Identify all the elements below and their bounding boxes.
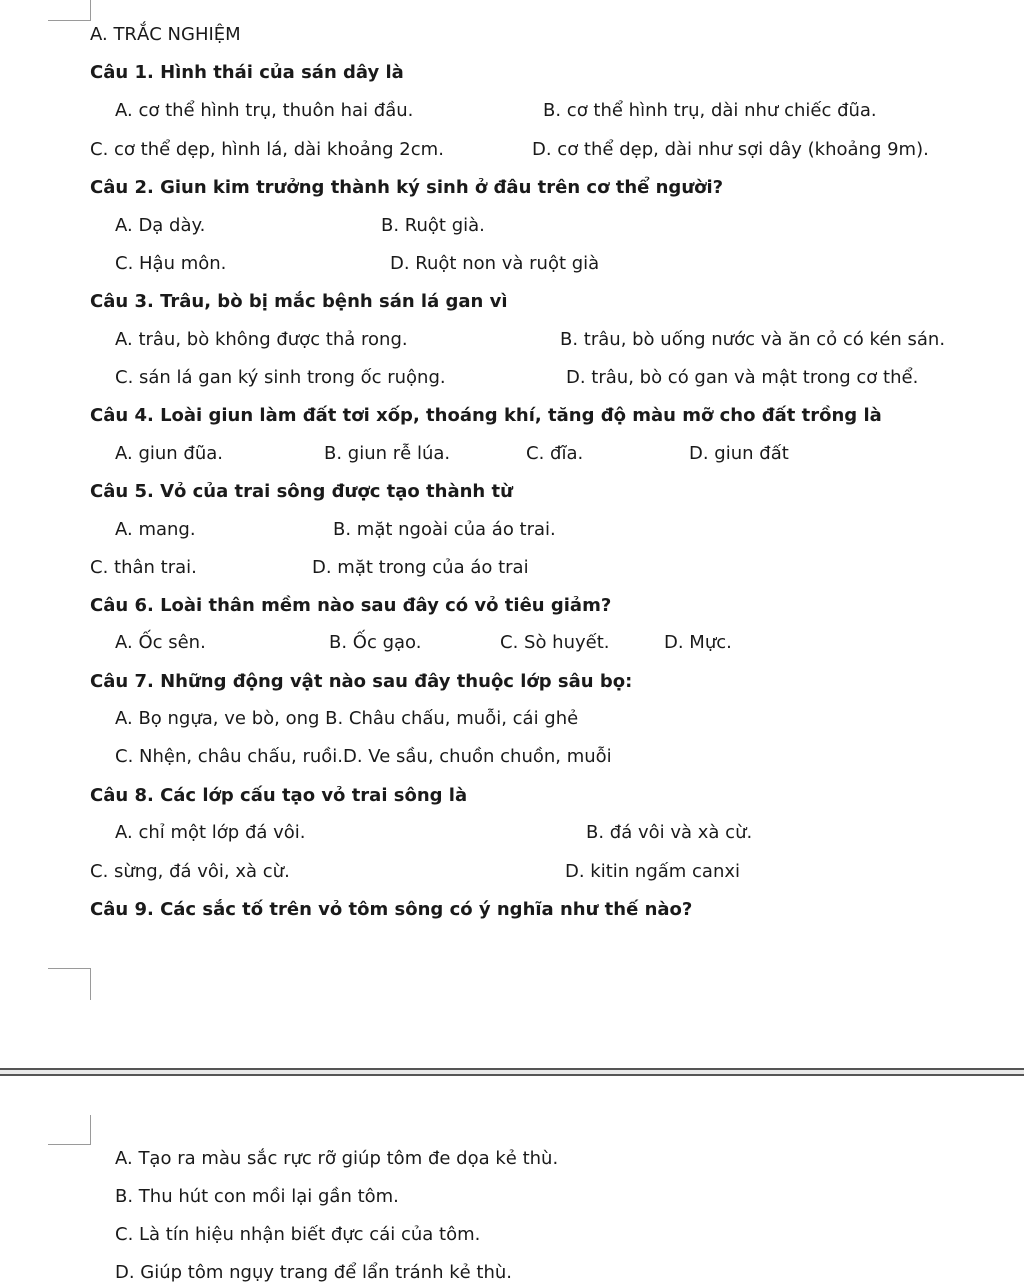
question-9-option-b: B. Thu hút con mồi lại gần tôm. xyxy=(115,1186,399,1207)
question-1-option-a: A. cơ thể hình trụ, thuôn hai đầu. xyxy=(115,100,414,121)
question-4-option-b: B. giun rễ lúa. xyxy=(324,443,451,464)
question-4-option-a: A. giun đũa. xyxy=(115,443,223,464)
question-4-title: Câu 4. Loài giun làm đất tơi xốp, thoáng khí, tăng độ màu mỡ cho đất trồng là xyxy=(90,405,882,426)
question-6-option-d: D. Mực. xyxy=(664,632,732,653)
question-9-option-c: C. Là tín hiệu nhận biết đực cái của tôm. xyxy=(115,1224,481,1245)
question-7-options-line-2: C. Nhện, châu chấu, ruồi.D. Ve sầu, chuồn chuồn, muỗi xyxy=(115,746,612,767)
question-3-option-d: D. trâu, bò có gan và mật trong cơ thể. xyxy=(566,367,919,388)
question-8-option-a: A. chỉ một lớp đá vôi. xyxy=(115,822,306,843)
question-8-option-b: B. đá vôi và xà cừ. xyxy=(586,822,753,843)
page-separator xyxy=(0,1068,1024,1076)
question-3-option-b: B. trâu, bò uống nước và ăn cỏ có kén sán. xyxy=(560,329,946,350)
question-3-option-a: A. trâu, bò không được thả rong. xyxy=(115,329,408,350)
question-9-option-a: A. Tạo ra màu sắc rực rỡ giúp tôm đe dọa kẻ thù. xyxy=(115,1148,559,1169)
section-title: A. TRẮC NGHIỆM xyxy=(90,24,241,45)
question-8-option-d: D. kitin ngấm canxi xyxy=(565,861,741,882)
question-3-option-c: C. sán lá gan ký sinh trong ốc ruộng. xyxy=(115,367,446,388)
document-page-2 xyxy=(0,1076,1024,1283)
question-2-option-c: C. Hậu môn. xyxy=(115,253,227,274)
question-3-title: Câu 3. Trâu, bò bị mắc bệnh sán lá gan vì xyxy=(90,291,508,312)
question-2-option-b: B. Ruột già. xyxy=(381,215,485,236)
question-6-option-c: C. Sò huyết. xyxy=(500,632,610,653)
question-5-option-d: D. mặt trong của áo trai xyxy=(312,557,529,578)
question-5-option-b: B. mặt ngoài của áo trai. xyxy=(333,519,556,540)
question-2-title: Câu 2. Giun kim trưởng thành ký sinh ở đâu trên cơ thể người? xyxy=(90,177,724,198)
question-7-title: Câu 7. Những động vật nào sau đây thuộc lớp sâu bọ: xyxy=(90,671,633,692)
question-1-option-c: C. cơ thể dẹp, hình lá, dài khoảng 2cm. xyxy=(90,139,444,160)
question-6-option-b: B. Ốc gạo. xyxy=(329,632,422,653)
question-8-title: Câu 8. Các lớp cấu tạo vỏ trai sông là xyxy=(90,785,468,806)
question-5-title: Câu 5. Vỏ của trai sông được tạo thành từ xyxy=(90,481,513,502)
question-9-title: Câu 9. Các sắc tố trên vỏ tôm sông có ý nghĩa như thế nào? xyxy=(90,899,693,920)
question-4-option-d: D. giun đất xyxy=(689,443,789,464)
question-2-option-d: D. Ruột non và ruột già xyxy=(390,253,600,274)
question-6-option-a: A. Ốc sên. xyxy=(115,632,206,653)
question-5-option-c: C. thân trai. xyxy=(90,557,197,578)
question-1-title: Câu 1. Hình thái của sán dây là xyxy=(90,62,404,83)
question-2-option-a: A. Dạ dày. xyxy=(115,215,206,236)
question-5-option-a: A. mang. xyxy=(115,519,196,540)
question-7-options-line-1: A. Bọ ngựa, ve bò, ong B. Châu chấu, muỗi, cái ghẻ xyxy=(115,708,579,729)
question-1-option-b: B. cơ thể hình trụ, dài như chiếc đũa. xyxy=(543,100,877,121)
question-6-title: Câu 6. Loài thân mềm nào sau đây có vỏ tiêu giảm? xyxy=(90,595,612,616)
question-9-option-d: D. Giúp tôm ngụy trang để lẩn tránh kẻ thù. xyxy=(115,1262,513,1283)
question-1-option-d: D. cơ thể dẹp, dài như sợi dây (khoảng 9m). xyxy=(532,139,929,160)
question-4-option-c: C. đĩa. xyxy=(526,443,584,464)
question-8-option-c: C. sừng, đá vôi, xà cừ. xyxy=(90,861,290,882)
